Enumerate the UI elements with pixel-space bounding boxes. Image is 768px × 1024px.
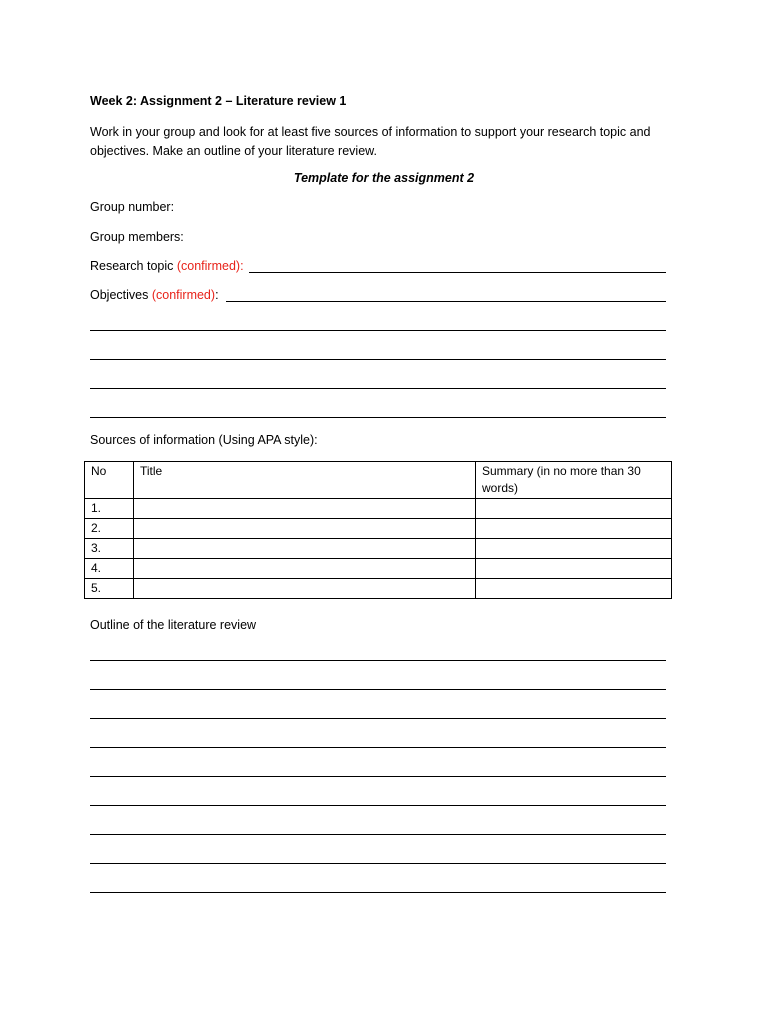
objectives-line [90,330,666,331]
table-row [85,539,672,559]
outline-line [90,718,666,719]
outline-line [90,689,666,690]
table-row [85,519,672,539]
research-topic-confirmed-note: (confirmed) [176,259,241,273]
row-number: 2. [85,519,134,539]
research-topic-colon: : [240,259,244,273]
summary-cell[interactable] [476,579,672,599]
research-topic-fill-line [249,272,666,273]
outline-line [90,892,666,893]
title-cell[interactable] [134,539,476,559]
row-number: 5. [85,579,134,599]
objectives-colon: : [215,288,219,302]
row-number: 4. [85,559,134,579]
sources-heading: Sources of information (Using APA style): [90,433,318,447]
summary-cell[interactable] [476,539,672,559]
template-title: Template for the assignment 2 [293,171,475,185]
title-cell[interactable] [134,499,476,519]
research-topic-label: Research topic [90,259,174,273]
title-cell[interactable] [134,519,476,539]
sources-table [84,461,672,599]
objectives-fill-line [226,301,666,302]
column-header-no: No [85,462,134,499]
group-members-label: Group members: [90,230,184,244]
outline-line [90,776,666,777]
column-header-title: Title [134,462,476,499]
row-number: 1. [85,499,134,519]
title-cell[interactable] [134,559,476,579]
outline-line [90,747,666,748]
summary-cell[interactable] [476,559,672,579]
assignment-heading: Week 2: Assignment 2 – Literature review 1 [90,94,347,108]
table-header-row [85,462,672,499]
outline-line [90,863,666,864]
outline-heading: Outline of the literature review [90,618,257,632]
table-row [85,499,672,519]
objectives-field [90,288,219,302]
group-number-label: Group number: [90,200,175,214]
objectives-line [90,417,666,418]
objectives-line [90,359,666,360]
outline-line [90,834,666,835]
objectives-confirmed-note: (confirmed) [151,288,216,302]
column-header-summary: Summary (in no more than 30 words) [476,462,672,499]
research-topic-field [90,259,244,273]
summary-cell[interactable] [476,519,672,539]
objectives-label: Objectives [90,288,149,302]
table-row [85,559,672,579]
instructions-paragraph: Work in your group and look for at least five sources of information to support your research topic and objectives. Make an outline of your literature review. [90,125,651,158]
summary-cell[interactable] [476,499,672,519]
title-cell[interactable] [134,579,476,599]
outline-line [90,805,666,806]
outline-line [90,660,666,661]
table-row [85,579,672,599]
objectives-line [90,388,666,389]
row-number: 3. [85,539,134,559]
